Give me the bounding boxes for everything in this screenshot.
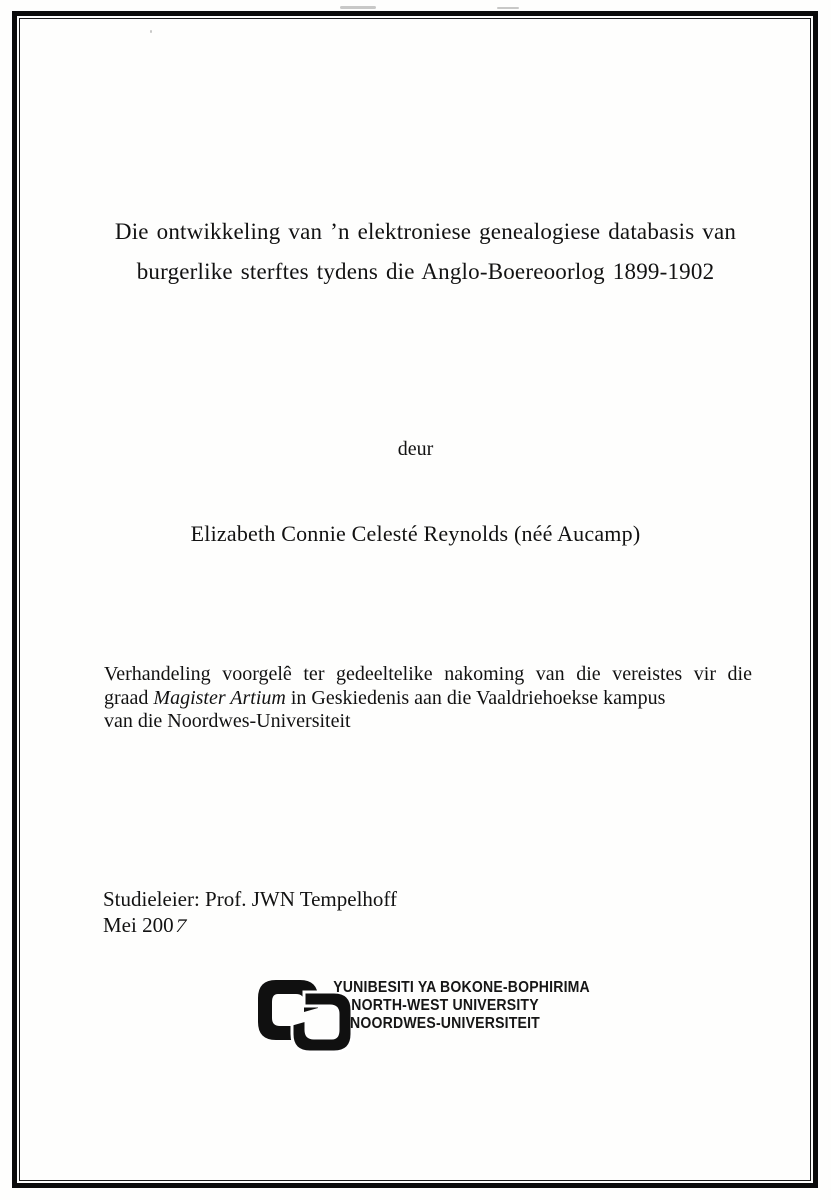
- date-last-digit: 7: [172, 914, 189, 937]
- date-line: [103, 912, 397, 938]
- scan-smudge: [497, 7, 519, 9]
- declaration-line2: [104, 687, 752, 711]
- declaration-paragraph: [104, 663, 752, 734]
- logo-text-setswana: YUNIBESITI YA BOKONE-BOPHIRIMA: [333, 979, 590, 996]
- date-prefix: Mei 200: [103, 913, 174, 937]
- declaration-line1: Verhandeling voorgelê ter gedeeltelike nakoming van die vereistes vir die: [104, 663, 752, 685]
- byline-label: deur: [397, 438, 434, 460]
- logo-text-afrikaans: NOORDWES-UNIVERSITEIT: [350, 1015, 540, 1032]
- declaration-line3: van die Noordwes-Universiteit: [104, 710, 351, 732]
- author-name: Elizabeth Connie Celesté Reynolds (néé Aucamp): [190, 521, 641, 546]
- declaration-line2-post: in Geskiedenis aan die Vaaldriehoekse kampus: [285, 686, 666, 709]
- supervisor-line: Studieleier: Prof. JWN Tempelhoff: [103, 887, 398, 911]
- supervisor-block: [103, 886, 397, 938]
- university-logo-text: [318, 979, 590, 1033]
- thesis-title-line1: Die ontwikkeling van ’n elektroniese genealogiese databasis van: [114, 219, 737, 244]
- scan-smudge: [340, 6, 376, 9]
- university-logo: [256, 976, 596, 1056]
- declaration-line2-pre: graad: [104, 686, 154, 709]
- degree-name: Magister Artium: [153, 686, 286, 709]
- thesis-title-line2: burgerlike sterftes tydens die Anglo-Boereoorlog 1899-1902: [136, 259, 715, 284]
- logo-text-english: NORTH-WEST UNIVERSITY: [351, 997, 539, 1014]
- thesis-title: [70, 212, 781, 292]
- scan-smudge: [150, 30, 152, 33]
